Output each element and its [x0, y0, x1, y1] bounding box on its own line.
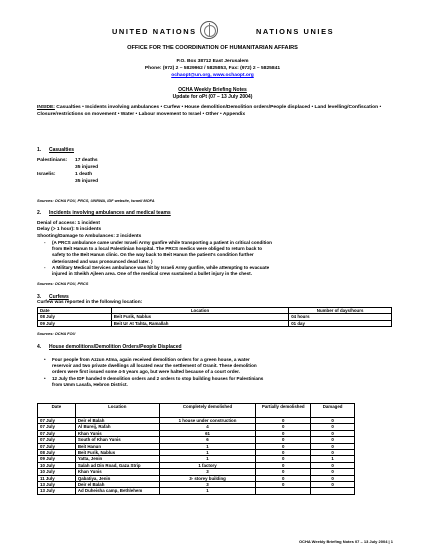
table-cell: 0 [256, 482, 311, 488]
table-cell: 0 [311, 475, 355, 481]
column-header: Location [111, 308, 288, 314]
column-header: Number of days/hours [289, 308, 392, 314]
table-cell: Al Bureij, Rafah [75, 424, 159, 430]
table-cell: Qabatiya, Jenin [75, 475, 159, 481]
table-cell: 07 July [38, 437, 76, 443]
section-1-heading [37, 147, 74, 153]
bullet-line: (A PRCS ambulance came under Israeli Army gunfire while transporting a patient in critical condition [52, 240, 272, 245]
table-row [38, 488, 355, 494]
ambulance-bullet [44, 240, 394, 265]
dash-marker: - [44, 240, 46, 245]
table-cell: 1 [311, 456, 355, 462]
table-cell: Beit Furik, Nablus [75, 450, 159, 456]
table-cell: Salah ad Din Road, Gaza Strip [75, 462, 159, 468]
dash-marker: - [44, 265, 46, 270]
casualty-group: Israelis: [37, 172, 56, 177]
table-cell: 3 [159, 469, 256, 475]
bullet-line: A Military Medical Services ambulance was hit by Israeli Army gunfire, while attempting to evacuate [52, 265, 270, 270]
briefing-title-block [0, 87, 425, 100]
table-cell: Deir el Balah [75, 418, 159, 424]
section-number: 1. [37, 147, 42, 153]
ambulance-bullet [44, 265, 394, 277]
table-cell: 04 hours [289, 314, 392, 320]
table-cell: Ad Duheisha camp, Bethlehem [75, 488, 159, 494]
table-cell: Beit Furik, Nablus [111, 314, 288, 320]
column-header: Damaged [311, 404, 355, 418]
table-cell: 0 [256, 418, 311, 424]
table-cell: Beit Hanun [75, 443, 159, 449]
table-cell: 0 [256, 430, 311, 436]
table-cell [256, 488, 311, 494]
table-cell: Khan Yunis [75, 469, 159, 475]
table-cell: 09 July [38, 320, 112, 326]
table-cell: 10 July [38, 469, 76, 475]
demolition-bullet [44, 357, 394, 376]
table-cell: 01 day [289, 320, 392, 326]
bullet-line: Four people from Azzun Atma, again received demolition orders for a green house, a water [52, 357, 250, 362]
bullet-line: reservoir and two private dwellings all located near the settlement of Oranit. These demolition [52, 363, 257, 369]
table-cell: 07 July [38, 430, 76, 436]
table-cell: 3- storey building [159, 475, 256, 481]
table-cell: 1 [159, 488, 256, 494]
table-cell [311, 488, 355, 494]
un-emblem-icon [200, 21, 218, 39]
table-cell: 07 July [38, 424, 76, 430]
page-footer: OCHA Weekly Briefing Notes 07 – 13 July 2004 | 1 [298, 539, 393, 544]
demolition-table [37, 403, 355, 495]
column-header: Location [75, 404, 159, 418]
table-cell: Beit Ur At Tahta, Ramallah [111, 320, 288, 326]
table-cell: 1 [159, 443, 256, 449]
table-cell: 0 [311, 430, 355, 436]
column-header: Date [38, 404, 76, 418]
briefing-title: OCHA Weekly Briefing Notes [178, 87, 247, 93]
phone-fax: Phone: (972) 2 – 5829962 / 5825853, Fax: (972) 2 – 5825841 [144, 66, 281, 71]
table-cell: 13 July [38, 488, 76, 494]
table-cell: 61 [159, 430, 256, 436]
casualty-group: Palestinians: [37, 158, 68, 163]
table-cell: 0 [311, 443, 355, 449]
table-cell: 0 [256, 456, 311, 462]
table-cell: Deir el Balah [75, 482, 159, 488]
table-cell: 1 factory [159, 462, 256, 468]
summary-line: Denial of access: 1 incident [37, 221, 100, 226]
section-2-source: Sources: OCHA FOU, PRCS [37, 281, 89, 286]
demolition-bullet [44, 376, 394, 388]
section-title: House demolitions/Demolition Orders/People Displaced [49, 344, 182, 350]
summary-line: Shooting/Damage to Ambulances: 2 incidents [37, 233, 142, 239]
curfew-intro: Curfew was reported in the following location: [37, 300, 143, 305]
table-cell: 0 [311, 418, 355, 424]
index-inside-label: INSIDE: [37, 105, 55, 110]
bullet-line: deteriorated and was pronounced dead later. ) [52, 258, 153, 264]
section-number: 3. [37, 294, 42, 300]
email-web-link[interactable]: ochaopt@un.org, www.ochaopt.org [171, 73, 254, 78]
section-title: Casualties [49, 147, 75, 153]
table-cell: 11 July [38, 475, 76, 481]
table-cell: Khan Yunis [75, 430, 159, 436]
section-title: Incidents involving ambulances and medical teams [49, 210, 171, 216]
table-cell: South of Khan Yunis [75, 437, 159, 443]
bullet-line: 12 July the IDF handed 9 demolition orders and 2 orders to stop building houses for Palestinians [52, 376, 264, 381]
bullet-line: from Umm Lasafa, Hebron District. [52, 382, 128, 388]
bullet-dot: • [44, 357, 46, 362]
table-row [38, 320, 392, 326]
section-4-heading [37, 344, 182, 350]
section-2-heading [37, 210, 171, 216]
table-cell: 0 [311, 424, 355, 430]
bullet-line: from Beit Hanun to a local Palestinian hospital. The PRCS medics were obliged to return back to [52, 246, 263, 252]
table-cell: 0 [311, 482, 355, 488]
table-cell: 1 [159, 450, 256, 456]
table-cell: 0 [311, 450, 355, 456]
table-cell: 0 [256, 443, 311, 449]
section-number: 4. [37, 344, 42, 350]
table-cell: 0 [256, 475, 311, 481]
casualty-value: 17 deaths [75, 158, 98, 163]
table-cell: 08 July [38, 450, 76, 456]
table-cell: 0 [256, 424, 311, 430]
column-header: Date [38, 308, 112, 314]
table-header-row [38, 404, 355, 418]
casualty-value: 35 injured [75, 165, 99, 170]
bullet-dot: • [44, 376, 46, 381]
section-1-source: Sources: OCHA FOU, PRCS, UNRWA, IDF website, Israeli MOFA [37, 198, 155, 203]
casualty-value: 35 injured [75, 179, 99, 184]
casualties-block [37, 158, 157, 188]
un-title-french: NATIONS UNIES [256, 27, 335, 36]
ambulance-summary [37, 221, 392, 240]
summary-line: Delay (> 1 hour): 5 incidents [37, 227, 102, 233]
table-cell: 4 [159, 424, 256, 430]
table-cell: 0 [256, 437, 311, 443]
bullet-line: injured in Sheikh Ajleen area. One of the medical crew sustained a bullet injury in the chest. [52, 271, 252, 277]
index-text: Casualties • Incidents involving ambulances • Curfew • House demolition/Demolition orders/People displaced • Land levelling/Confiscation • Closure/restrictions on movement • Water • Labour movement to Israel • Other • Appendix [37, 105, 382, 117]
briefing-update: Update for oPt (07 – 13 July 2004) [172, 93, 253, 100]
section-number: 2. [37, 210, 42, 216]
table-cell: 6 [159, 437, 256, 443]
letterhead [0, 27, 425, 41]
curfew-table [37, 307, 392, 327]
table-cell: Yatta, Jenin [75, 456, 159, 462]
table-cell: 1 [159, 456, 256, 462]
table-cell: 07 July [38, 443, 76, 449]
table-cell: 0 [311, 462, 355, 468]
un-title-english: UNITED NATIONS [112, 27, 197, 36]
po-box: P.O. Box 38712 East Jerusalem [176, 59, 249, 64]
table-cell: 1 house under construction [159, 418, 256, 424]
bullet-line: safety to the Beit Hanun clinic. On the way back to Beit Hanun the patient's condition further [52, 252, 254, 258]
index-line [37, 104, 392, 118]
table-cell: 13 July [38, 482, 76, 488]
section-title: Curfews [49, 294, 69, 300]
office-name: OFFICE FOR THE COORDINATION OF HUMANITARIAN AFFAIRS [127, 45, 298, 51]
table-cell: 3 [159, 482, 256, 488]
table-cell: 09 July [38, 456, 76, 462]
table-cell: 0 [256, 469, 311, 475]
column-header: Completely demolished [159, 404, 256, 418]
section-3-source: Sources: OCHA FOU [37, 331, 76, 336]
casualty-value: 1 death [75, 172, 93, 177]
table-cell: 0 [256, 450, 311, 456]
table-cell: 10 July [38, 462, 76, 468]
table-cell: 07 July [38, 418, 76, 424]
table-cell: 0 [311, 437, 355, 443]
table-cell: 0 [311, 469, 355, 475]
column-header: Partially demolished [256, 404, 311, 418]
table-cell: 08 July [38, 314, 112, 320]
table-cell: 0 [256, 462, 311, 468]
bullet-line: orders were first issued some 4-5 years ago, but were halted because of a court order. [52, 369, 240, 375]
